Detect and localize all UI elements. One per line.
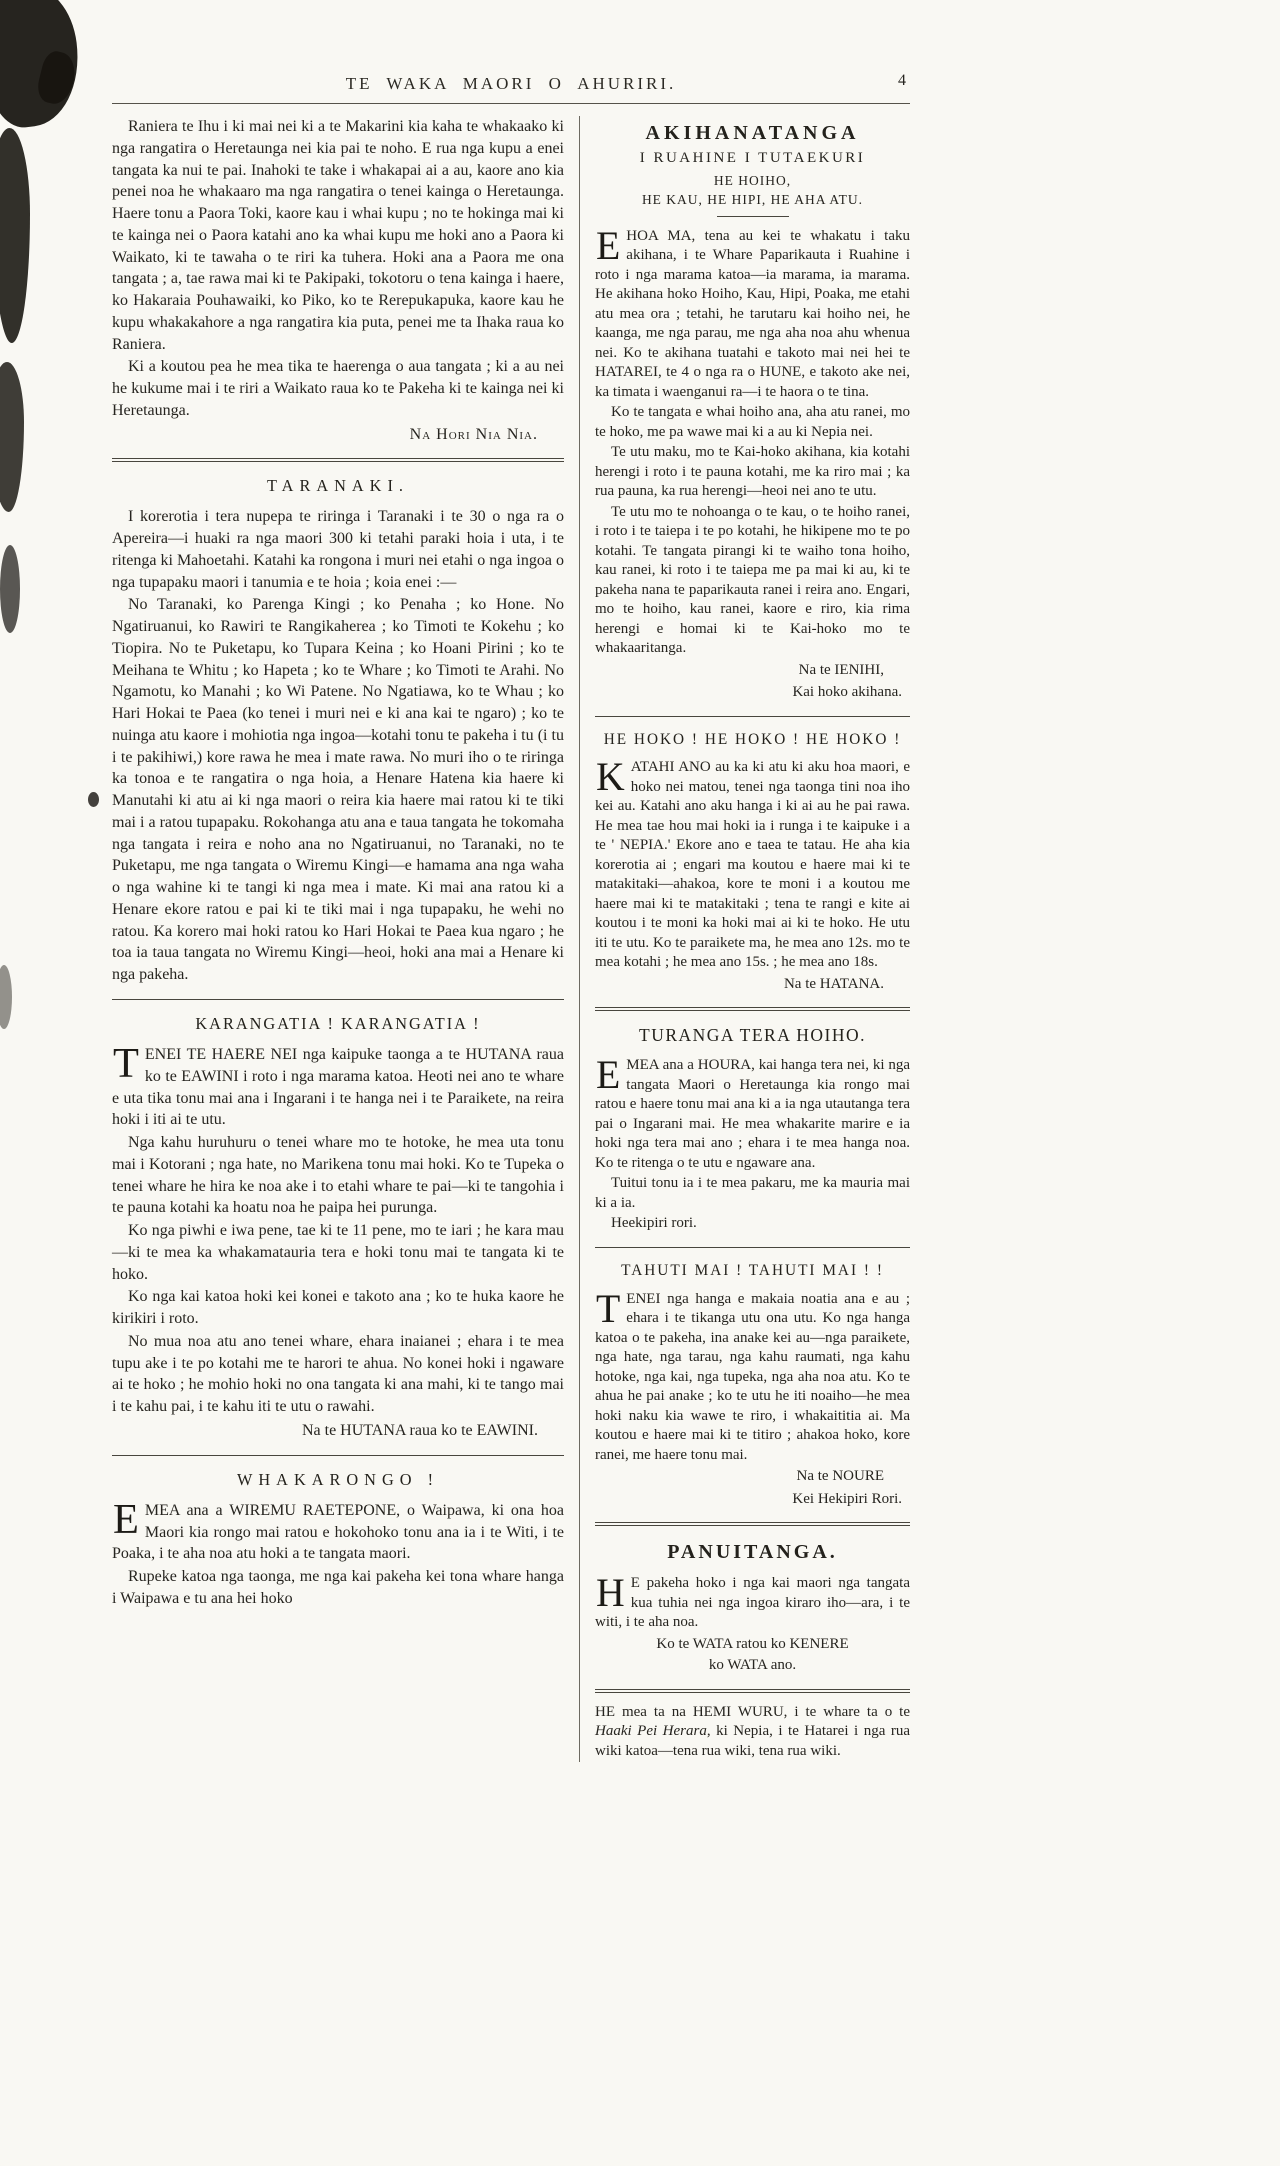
article-separator [595, 1247, 910, 1248]
article-heading: TAHUTI MAI ! TAHUTI MAI ! ! [621, 1261, 884, 1279]
article-centered-line: Ko te WATA ratou ko KENERE [656, 1635, 849, 1652]
article-paragraph: Nga kahu huruhuru o tenei whare mo te hotoke, he mea uta tonu mai i Kotorani ; nga hate, no Marikena tonu mai hoki. Ko te Tupeka o tenei whare he hira ke noa ake i to etahi whare te pai—ki te tangohia i te pauna kotahi ka hoatu noa he paipa hei purunga. [112, 1134, 564, 1217]
article-paragraph: Ko nga piwhi e iwa pene, tae ki te 11 pene, mo te iari ; he kara mau—ki te mea ka whakamatauria tera e hoki tonu mai te tangata ki te hoko. [112, 1222, 564, 1283]
article-subheading: HE HOIHO, [713, 172, 792, 188]
article-paragraph: Te utu mo te nohoanga o te kau, o te hoiho ranei, i roto i te taiepa i te po kotahi, he hikipene mo te po kotahi. Te tangata pirangi ki te waiho tona hoiho, kau ranei, ki roto i te taiepa me pa mai ki au, ki te pakeha nana te paparikauta ranei i reira ano. Engari, mo te hoiho, kau ranei, kaore e riro, kia rima herengi e homai ki te Kai-hoko mo te whakaaritanga. [595, 503, 910, 657]
article-imprint [595, 1703, 910, 1762]
article-separator [595, 716, 910, 717]
article-paragraph: Ki a koutou pea he mea tika te haerenga o aua tangata ; ki a au nei he kukume mai i te riri a Waikato raua ko te Pakeha ki te kainga nei ki Heretaunga. [112, 358, 564, 419]
article-raniera-letter [112, 116, 564, 445]
article-signature: Kei Hekipiri Rori. [792, 1490, 902, 1507]
article-turanga-tera-hoiho [595, 1024, 910, 1233]
article-signature: Na te HUTANA raua ko te EAWINI. [301, 1421, 538, 1439]
page-content [112, 66, 910, 1762]
article-signature: Na te IENIHI, [798, 661, 884, 678]
scan-stain [0, 965, 12, 1029]
imprint-paragraph [595, 1703, 910, 1762]
article-he-hoko [595, 730, 910, 995]
article-paragraph: Rupeke katoa nga taonga, me nga kai pakeha kei tona whare hanga i Waipawa e tu ana hei hoko [112, 1568, 564, 1607]
article-heading: PANUITANGA. [667, 1541, 838, 1564]
article-karangatia [112, 1013, 564, 1442]
article-signature: Kai hoko akihana. [792, 684, 902, 701]
heading-rule [717, 216, 789, 217]
article-paragraph: Raniera te Ihu i ki mai nei ki a te Makarini kia kaha te whakaako ki nga rangatira o Heretaunga nei kia pai te noho. E rua nga kupu a enei tangata ka nui te pai. Inahoki te take i whakapai ai a au, kaore ano kia penei noa he whakaaro ma nga rangatira o tenei kainga o Heretaunga. Haere tonu a Paora Toki, kaore kau i whai kupu ; no te hokinga mai ki te kainga nei o Paora katahi ano ka whai kupu me hoki ano a Paora ki Waikato, ki te tawaha o te riri ka tuhera. Hoki ana a Paora me ona tangata ; a, tae rawa mai ki te Pakipaki, tokotoru o tena kainga i haere, ko Hakaraia Pouhawaiki, ko Piko, ko te Rerepukapuka, kaore kau he kupu whakakahore a nga rangatira kia puta, penei me ta Ihaka raua ko Raniera. [112, 118, 564, 353]
article-separator [112, 999, 564, 1000]
article-akihanatanga [595, 120, 910, 703]
article-separator [112, 1455, 564, 1456]
scan-stain [0, 362, 24, 512]
article-centered-line: ko WATA ano. [708, 1657, 797, 1674]
article-paragraph: I korerotia i tera nupepa te riringa i Taranaki i te 30 o nga ra o Apereira—i huaki ra nga maori 300 ki tetahi paraki hoia i uta, i te ritenga ki Mahoetahi. Katahi ka rongona i muri nei etahi o nga ingoa o nga tupapaku maori i tanumia e te hoia ; koia enei :— [112, 508, 564, 591]
column-divider [579, 116, 580, 1762]
article-paragraph: Heekipiri rori. [611, 1215, 697, 1232]
masthead [112, 66, 910, 96]
article-separator [595, 1522, 910, 1526]
article-paragraph: No Taranaki, ko Parenga Kingi ; ko Penaha ; ko Hone. No Ngatiruanui, ko Rawiri te Rangikaherea ; ko Timoti te Kokehu ; ko Tiopira. No te Puketapu, ko Tupara Keina ; ko Hoani Pirini ; ko te Meihana te Whitu ; ko Hapeta ; ko te Whare ; ko Timoti te Arahi. No Ngamotu, ko Manahi ; ko Wi Patene. No Ngatiawa, ko te Whau ; ko Hari Hokai te Paea (ko tenei i muri nei e ki ana kai te ngaro) ; ko te nuinga atu kaore i mohiotia nga ingoa—kotahi tonu te pakeha i tu (i tu i te pakihiwi,) kore rawa he mea i mate rawa. No muri iho o te riringa ka tonoa e te rangatira o nga hoia, a Henare Hatena kia haere ki Manutahi ki atu ai ki nga maori o reira kia haere mai ratou ki te tiki mai i a ratou tupapaku. Rokohanga atu ana e taua tangata he tokomaha nga tangata i reira e noho ana no Ngatiruanui, no Taranaki, no te Puketapu, me nga tangata o Wiremu Kingi—e hamama ana nga waha o nga wahine ki te tangi ki nga mea i mate. Ki mai ana ratou ki a Henare ekore ratou e pai ki te tiki mai i nga tupapaku, he wehi no ratou. Ka korero mai hoki ratou ko Hari Hokai te Paea kua ngaro ; he toa ia taua tangata no Wiremu Kingi—heoi, hoki ana mai a Henare ki nga pakeha. [112, 596, 564, 984]
article-tahuti-mai [595, 1261, 910, 1509]
article-heading: HE HOKO ! HE HOKO ! HE HOKO ! [603, 730, 902, 748]
article-paragraph: TENEI TE HAERE NEI nga kaipuke taonga a te HUTANA raua ko te EAWINI i roto i nga marama katoa. Heoti nei ano te whare e uta tika tonu mai ana i Ingarani i te hanga nei i te Paraikete, na reira hoki i iti ai te utu. [112, 1040, 564, 1129]
article-separator [595, 1007, 910, 1011]
left-column [112, 116, 564, 1762]
imprint-text: , ki Nepia, i te Hatarei i nga rua wiki katoa—tena rua wiki, tena rua wiki. [595, 1723, 911, 1759]
article-paragraph: No mua noa atu ano tenei whare, ehara inaianei ; ehara i te mea tupu ake i te po kotahi me te harori te ahua. No konei hoki i ngaware ai te hoko ; he mohio hoki no ona tangata ki ana mahi, ki te tango mai i te kahu pai, i te kahu iti te utu o rawahi. [112, 1332, 564, 1416]
article-paragraph: EMEA ana a HOURA, kai hanga tera nei, ki nga tangata Maori o Heretaunga kia rongo mai ratou e haere tonu mai ana ki a ia nga utautanga tera pai o Ingarani mai. He mea whakarite marire e ia hoki nga tera mai ano ; ehara i te mea hanga noa. Ko te ritenga o te utu e ngaware ana. [595, 1053, 910, 1171]
article-taranaki [112, 475, 564, 986]
masthead-rule [112, 103, 910, 104]
right-column [595, 116, 910, 1762]
article-paragraph: Ko nga kai katoa hoki kei konei e takoto ana ; ko te huka kaore he kirikiri i roto. [112, 1288, 564, 1328]
article-paragraph: EHOA MA, tena au kei te whakatu i taku akihana, i te Whare Paparikauta i Ruahine i roto i nga marama katoa—ia marama, ia marama. He akihana hoko Hoiho, Kau, Hipi, Poaka, me etahi atu mea ora ; tetahi, he tarutaru kai hoiho nei, he kaanga, me nga parau, me nga aha noa ahu whenua nei. Ko te akihana tuatahi e takoto mai nei hei te HATAREI, te 4 o nga ra o HUNE, e takoto ake nei, ka timata i waenganui ra—i te haora o te tina. [595, 223, 910, 400]
article-paragraph: EMEA ana a WIREMU RAETEPONE, o Waipawa, ki ona hoa Maori kia rongo mai ratou e hokohoko tonu ana ia i te Witi, i te Poaka, i te aha noa atu hoki a te tangata maori. [112, 1495, 564, 1563]
imprint-text: HE mea ta na HEMI WURU, i te whare ta o te [595, 1703, 910, 1720]
article-signature: Na te NOURE [796, 1468, 884, 1485]
imprint-italic-title: Haaki Pei Herara [595, 1723, 707, 1740]
article-signature: Na Hori Nia Nia. [409, 425, 538, 443]
article-whakarongo [112, 1469, 564, 1610]
article-paragraph: HE pakeha hoko i nga kai maori nga tangata kua tuhia nei nga ingoa kiraro iho—ara, i te witi, i te aha noa. [595, 1571, 910, 1631]
article-heading: AKIHANATANGA [645, 122, 860, 144]
article-paragraph: Ko te tangata e whai hoiho ana, aha atu ranei, mo te hoko, me pa wawe mai ki a au ki Nepia nei. [595, 404, 910, 440]
article-paragraph: Te utu maku, mo te Kai-hoko akihana, kia kotahi herengi i roto i te pauna kotahi, me ka riro mai ; ka rua pauna, ka rua herengi—heoi nei ano te utu. [595, 444, 910, 500]
article-paragraph: TENEI nga hanga e makaia noatia ana e au ; ehara i te tikanga utu ona utu. Ko nga hanga katoa o te pakeha, ina anake kei au—nga paraikete, nga hate, nga tarau, nga kahu raumati, nga kahu hotoke, nga kai, nga tupeka, nga aha noa atu. Ko te ahua he pai anake ; ko te utu he iti noaiho—he mea hoki naku kia wawe te riro, i whakaititia ai. Ma koutou e haere mai ki te titiro ; ahakoa hoko, kore ranei, me haere tonu mai. [595, 1286, 910, 1463]
scan-stain [88, 792, 99, 807]
article-heading: TARANAKI. [267, 476, 409, 496]
article-panuitanga [595, 1539, 910, 1676]
article-separator [595, 1689, 910, 1693]
article-paragraph: KATAHI ANO au ka ki atu ki aku hoa maori, e hoko nei matou, tenei nga taonga tini noa iho kei au. Katahi ano aku hanga i ki ai au he pai rawa. He mea tae hou mai hoki ia i runga i te kaipuke i a te ' NEPIA.' Ekore ano e taea te tatau. He aha kia korerotia ai ; engari ma koutou e haere mai ki te matakitaki—ahakoa, kore te moni i a koutou me haere mai ki te matakitaki ; tena te rangi e kite ai koutou i te moni ka hoki mai ai ki te hoko. He utu iti te utu. Ko te paraikete ma, he mea ano 12s. mo te mea kotahi ; he mea ano 15s. ; he mea ano 18s. [595, 755, 910, 971]
article-paragraph: Tuitui tonu ia i te mea pakaru, me ka mauria mai ki a ia. [595, 1175, 910, 1211]
article-subheading: HE KAU, HE HIPI, HE AHA ATU. [641, 192, 864, 208]
masthead-title: TE WAKA MAORI O AHURIRI. [345, 74, 677, 93]
article-signature: Na te HATANA. [783, 975, 884, 992]
article-heading: KARANGATIA ! KARANGATIA ! [195, 1013, 481, 1033]
article-subheading: I RUAHINE I TUTAEKURI [639, 150, 866, 166]
article-heading: TURANGA TERA HOIHO. [639, 1025, 866, 1046]
columns [112, 116, 910, 1762]
page-number: 4 [898, 72, 906, 89]
scan-stain [0, 545, 20, 633]
scan-stain [0, 128, 30, 343]
article-separator [112, 458, 564, 462]
article-heading: WHAKARONGO ! [236, 1469, 440, 1489]
